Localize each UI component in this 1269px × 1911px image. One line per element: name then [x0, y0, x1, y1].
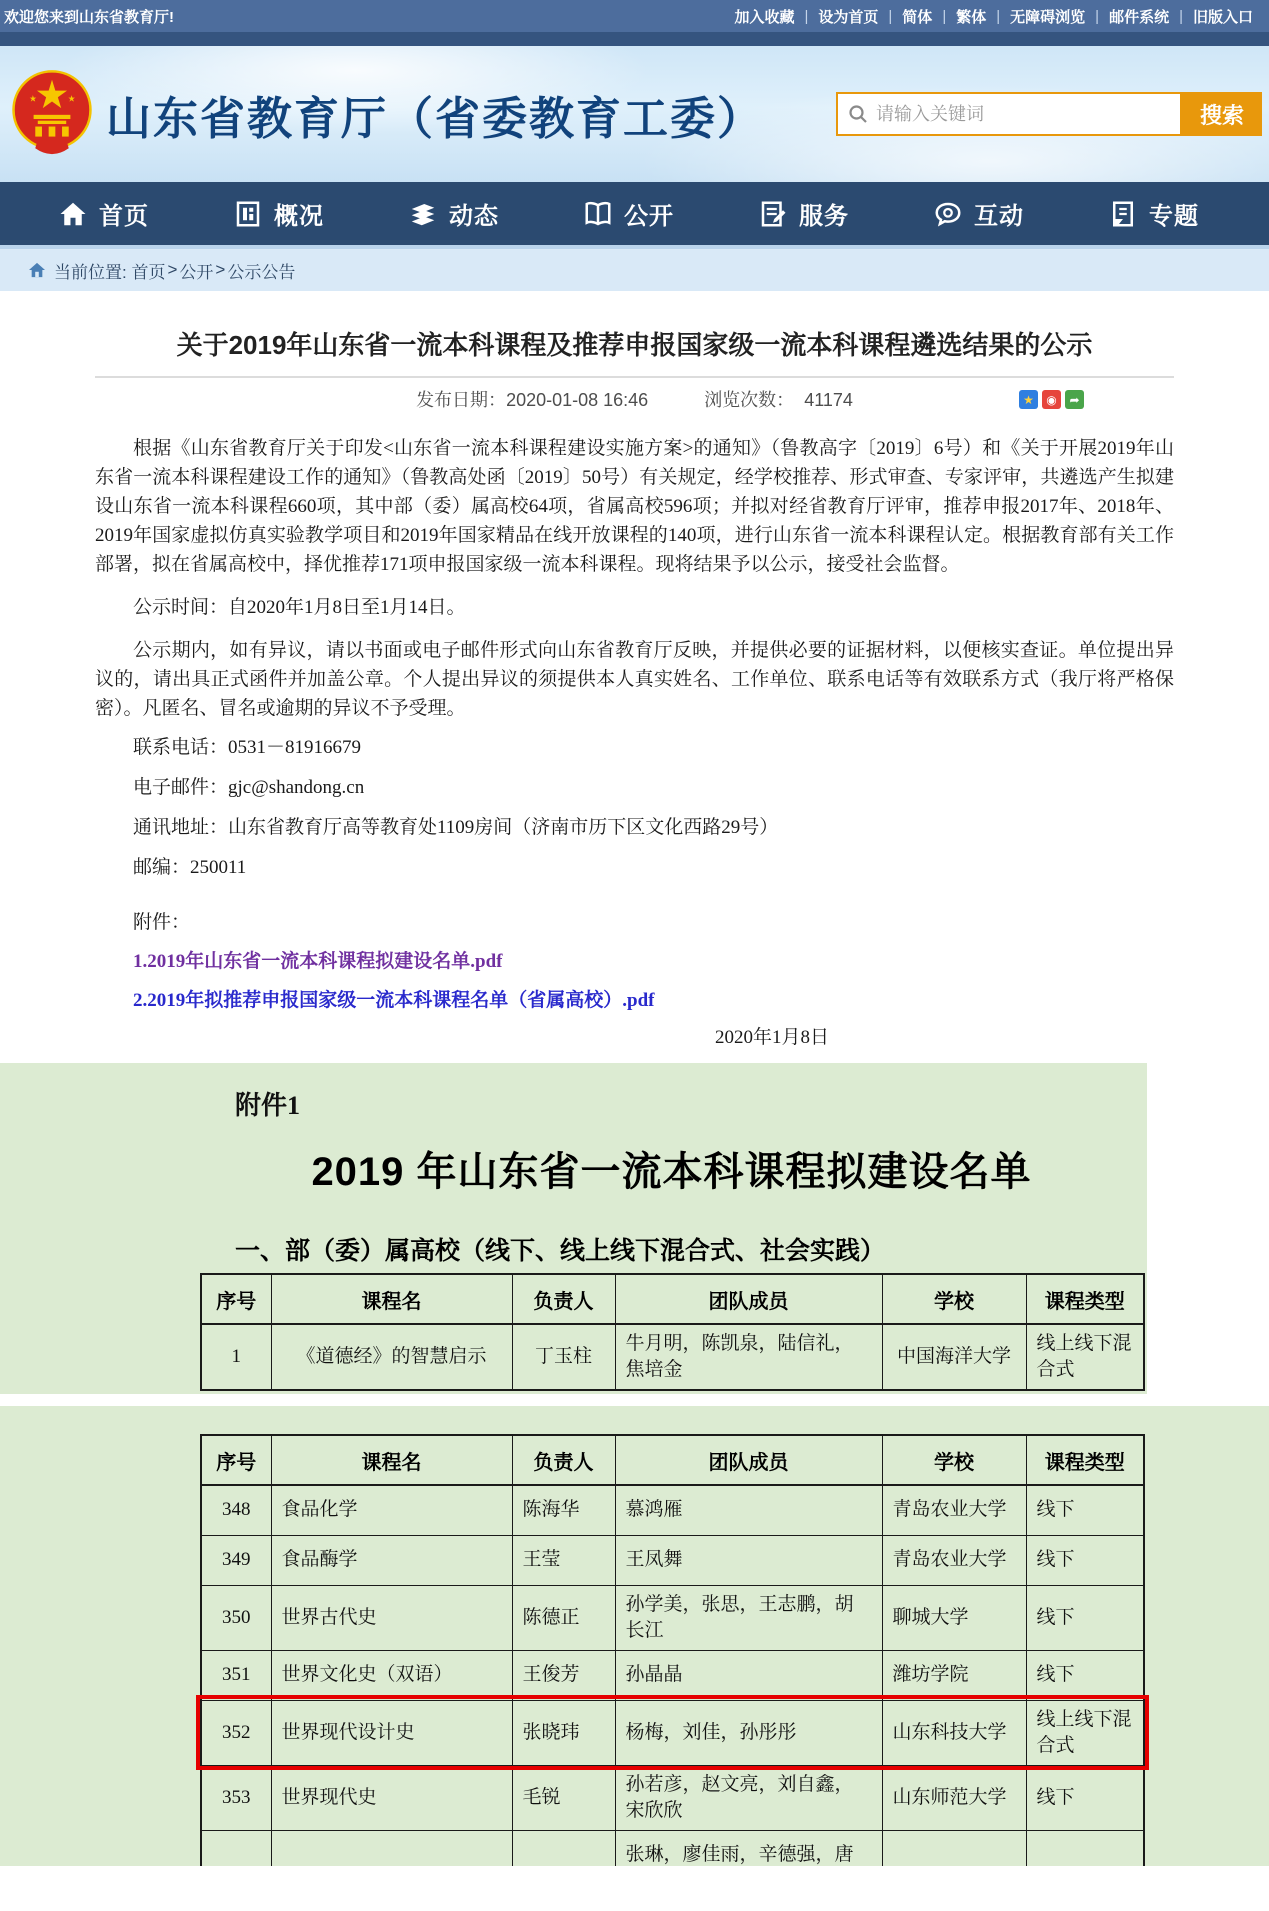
topbar-divider	[0, 32, 1269, 46]
cell-leader: 毛锐	[512, 1765, 615, 1830]
interact-icon	[933, 199, 963, 229]
cell-school: 青岛农业大学	[882, 1485, 1026, 1535]
cell-leader: 陈德正	[512, 1585, 615, 1650]
home-small-icon	[28, 262, 46, 278]
table-header-row	[201, 1274, 1144, 1324]
table-row	[201, 1650, 1144, 1700]
topbar-links	[724, 6, 1263, 27]
cell-no: 350	[201, 1585, 271, 1650]
cell-no: 353	[201, 1765, 271, 1830]
attachment-preview-1	[0, 1063, 1147, 1394]
cell-leader	[512, 1830, 615, 1866]
topbar-link-traditional[interactable]: 繁体	[956, 8, 987, 26]
cell-no: 352	[201, 1700, 271, 1765]
table-header-row	[201, 1435, 1144, 1485]
table-row	[201, 1585, 1144, 1650]
cell-school	[882, 1830, 1026, 1866]
cell-team: 孙晶晶	[615, 1650, 882, 1700]
main-navigation	[0, 182, 1269, 245]
cell-school: 山东师范大学	[882, 1765, 1026, 1830]
table-row	[201, 1324, 1144, 1390]
column-header: 团队成员	[615, 1274, 882, 1324]
cell-type: 线下	[1026, 1535, 1144, 1585]
cell-type: 线上线下混合式	[1026, 1324, 1144, 1390]
nav-item-service[interactable]: 服务	[758, 196, 849, 231]
cell-course	[271, 1830, 512, 1866]
search-icon	[848, 104, 868, 124]
column-header: 负责人	[512, 1274, 615, 1324]
nav-item-open[interactable]: 公开	[583, 196, 674, 231]
cell-type: 线上线下混合式	[1026, 1700, 1144, 1765]
cell-team: 孙学美，张思，王志鹏，胡长江	[615, 1585, 882, 1650]
cell-team: 王凤舞	[615, 1535, 882, 1585]
special-icon	[1108, 199, 1138, 229]
attachment1-title: 2019 年山东省一流本科课程拟建设名单	[311, 1150, 1032, 1194]
separator: |	[942, 7, 947, 25]
cell-leader: 王俊芳	[512, 1650, 615, 1700]
cell-school: 中国海洋大学	[882, 1324, 1026, 1390]
topbar-link-homepage[interactable]: 设为首页	[818, 8, 879, 26]
cell-leader: 丁玉柱	[512, 1324, 615, 1390]
service-icon	[758, 199, 788, 229]
column-header: 课程名	[271, 1274, 512, 1324]
breadcrumb-announcements[interactable]: 公示公告	[227, 262, 296, 282]
share-more-icon[interactable]: ➦	[1065, 390, 1084, 409]
table-row-highlighted	[201, 1700, 1144, 1765]
home-icon	[58, 199, 88, 229]
table-row	[201, 1485, 1144, 1535]
breadcrumb-home[interactable]: 首页	[131, 262, 166, 282]
separator: |	[888, 7, 893, 25]
column-header: 课程类型	[1026, 1435, 1144, 1485]
paragraph: 根据《山东省教育厅关于印发<山东省一流本科课程建设实施方案>的通知》（鲁教高字〔2019〕6号）和《关于开展2019年山东省一流本科课程建设工作的通知》（鲁教高处函〔2019〕50号）有关规定，经学校推荐、形式审查、专家评审，共遴选产生拟建设山东省一流本科课程660项，其中部（委）属高校64项，省属高校596项；并拟对经省教育厅评审，推荐申报2017年、2018年、2019年国家虚拟仿真实验教学项目和2019年国家精品在线开放课程的140项，进行山东省一流本科课程认定。根据教育部有关工作部署，拟在省属高校中，择优推荐171项申报国家级一流本科课程。现将结果予以公示，接受社会监督。	[95, 438, 1174, 575]
nav-item-overview[interactable]: 概况	[233, 196, 324, 231]
paragraph: 公示期内，如有异议，请以书面或电子邮件形式向山东省教育厅反映，并提供必要的证据材料，以便核实查证。单位提出异议的，请出具正式函件并加盖公章。个人提出异议的须提供本人真实姓名、工作单位、联系电话等有效联系方式（我厅将严格保密）。凡匿名、冒名或逾期的异议不予受理。	[95, 640, 1174, 719]
separator: |	[996, 7, 1001, 25]
breadcrumb-prefix: 当前位置:	[54, 262, 127, 282]
cell-team: 牛月明，陈凯泉，陆信礼，焦培金	[615, 1324, 882, 1390]
table-row	[201, 1830, 1144, 1866]
cell-type	[1026, 1830, 1144, 1866]
search-bar	[836, 92, 1262, 136]
cell-no: 351	[201, 1650, 271, 1700]
column-header: 学校	[882, 1274, 1026, 1324]
welcome-text: 欢迎您来到山东省教育厅!	[4, 8, 174, 26]
cell-no: 1	[201, 1324, 271, 1390]
cell-leader: 陈海华	[512, 1485, 615, 1535]
cell-team: 张琳，廖佳雨，辛德强，唐	[615, 1830, 882, 1866]
cell-course: 食品酶学	[271, 1535, 512, 1585]
attachment-preview-2	[0, 1406, 1269, 1866]
column-header: 课程类型	[1026, 1274, 1144, 1324]
nav-item-news[interactable]: 动态	[408, 196, 499, 231]
cell-type: 线下	[1026, 1585, 1144, 1650]
cell-no	[201, 1830, 271, 1866]
overview-icon	[233, 199, 263, 229]
view-count: 浏览次数： 41174	[704, 390, 853, 410]
cell-type: 线下	[1026, 1485, 1144, 1535]
cell-course: 世界现代史	[271, 1765, 512, 1830]
cell-leader: 王莹	[512, 1535, 615, 1585]
course-table-2	[200, 1434, 1145, 1866]
cell-course: 食品化学	[271, 1485, 512, 1535]
attachments-label: 附件：	[133, 912, 191, 933]
share-buttons	[1019, 390, 1084, 409]
cell-school: 聊城大学	[882, 1585, 1026, 1650]
national-emblem-logo	[10, 68, 94, 160]
attachment-link-2[interactable]: 2.2019年拟推荐申报国家级一流本科课程名单（省属高校）.pdf	[133, 990, 655, 1011]
contact-address: 通讯地址：山东省教育厅高等教育处1109房间（济南市历下区文化西路29号）	[133, 817, 779, 838]
column-header: 序号	[201, 1274, 271, 1324]
breadcrumb	[0, 249, 1269, 291]
cell-course: 世界文化史（双语）	[271, 1650, 512, 1700]
column-header: 学校	[882, 1435, 1026, 1485]
breadcrumb-open[interactable]: 公开	[179, 262, 214, 282]
topbar-link-old-version[interactable]: 旧版入口	[1192, 8, 1253, 26]
attachment-link-1[interactable]: 1.2019年山东省一流本科课程拟建设名单.pdf	[133, 951, 503, 972]
contact-phone: 联系电话：0531－81916679	[133, 737, 362, 758]
column-header: 序号	[201, 1435, 271, 1485]
cell-no: 349	[201, 1535, 271, 1585]
share-qzone-icon[interactable]: ★	[1019, 390, 1038, 409]
cell-team: 孙若彦，赵文亮，刘自鑫，宋欣欣	[615, 1765, 882, 1830]
nav-item-special[interactable]: 专题	[1108, 196, 1199, 231]
separator: |	[804, 7, 809, 25]
news-icon	[408, 199, 438, 229]
cell-no: 348	[201, 1485, 271, 1535]
search-button[interactable]: 搜索	[1182, 92, 1262, 136]
table-row	[201, 1535, 1144, 1585]
publish-date: 发布日期：2020-01-08 16:46	[416, 390, 649, 410]
cell-type: 线下	[1026, 1765, 1144, 1830]
paragraph: 公示时间：自2020年1月8日至1月14日。	[133, 597, 466, 618]
breadcrumb-separator: >	[167, 260, 178, 279]
breadcrumb-separator: >	[215, 260, 226, 279]
column-header: 负责人	[512, 1435, 615, 1485]
share-weibo-icon[interactable]: ◉	[1042, 390, 1061, 409]
contact-zipcode: 邮编：250011	[133, 857, 247, 878]
top-utility-bar	[0, 0, 1269, 32]
cell-school: 山东科技大学	[882, 1700, 1026, 1765]
table-row	[201, 1765, 1144, 1830]
column-header: 团队成员	[615, 1435, 882, 1485]
separator: |	[1095, 7, 1100, 25]
cell-leader: 张晓玮	[512, 1700, 615, 1765]
topbar-link-favorite[interactable]: 加入收藏	[734, 8, 795, 26]
cell-course: 世界现代设计史	[271, 1700, 512, 1765]
topbar-link-simplified[interactable]: 简体	[902, 8, 933, 26]
cell-school: 潍坊学院	[882, 1650, 1026, 1700]
course-table-1	[200, 1273, 1145, 1391]
separator: |	[1179, 7, 1183, 25]
cell-type: 线下	[1026, 1650, 1144, 1700]
cell-team: 慕鸿雁	[615, 1485, 882, 1535]
article-body	[0, 325, 1269, 1049]
article-meta-row	[95, 376, 1174, 420]
nav-item-interact[interactable]: 互动	[933, 196, 1024, 231]
cell-course: 《道德经》的智慧启示	[271, 1324, 512, 1390]
cell-course: 世界古代史	[271, 1585, 512, 1650]
topbar-link-mail[interactable]: 邮件系统	[1109, 8, 1170, 26]
search-input[interactable]	[876, 104, 1170, 125]
nav-item-home[interactable]: 首页	[58, 196, 149, 231]
cell-school: 青岛农业大学	[882, 1535, 1026, 1585]
site-title: 山东省教育厅（省委教育工委）	[106, 92, 765, 144]
contact-email: 电子邮件：gjc@shandong.cn	[133, 777, 365, 798]
attachment1-label: 附件1	[235, 1091, 301, 1120]
topbar-link-accessibility[interactable]: 无障碍浏览	[1010, 8, 1086, 26]
column-header: 课程名	[271, 1435, 512, 1485]
signature-date: 2020年1月8日	[714, 1027, 829, 1048]
site-header-banner	[0, 46, 1269, 182]
open-book-icon	[583, 199, 613, 229]
cell-team: 杨梅，刘佳，孙彤彤	[615, 1700, 882, 1765]
attachment1-section-heading: 一、部（委）属高校（线下、线上线下混合式、社会实践）	[235, 1238, 886, 1265]
page-title: 关于2019年山东省一流本科课程及推荐申报国家级一流本科课程遴选结果的公示	[176, 330, 1093, 360]
